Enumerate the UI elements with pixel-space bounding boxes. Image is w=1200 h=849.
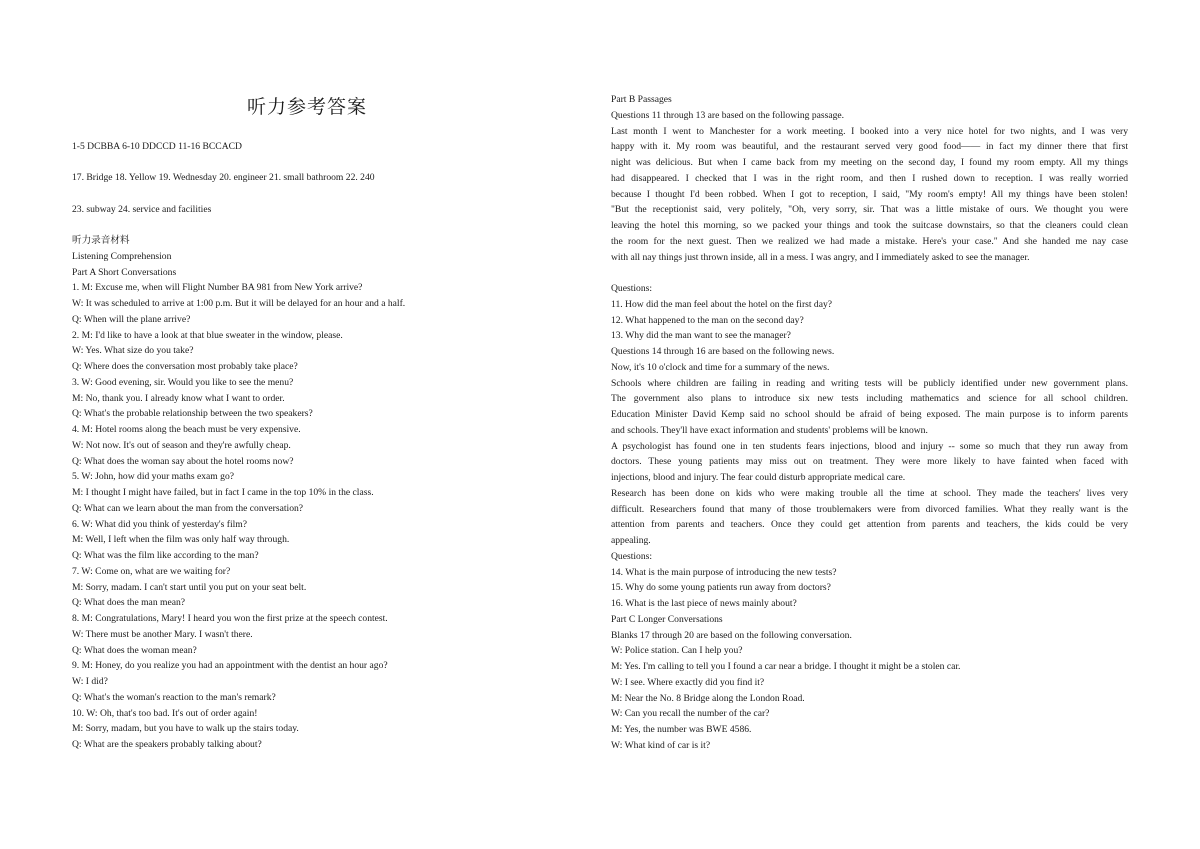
transcript-line: M: Yes, the number was BWE 4586.	[611, 724, 752, 735]
transcript-line: Part C Longer Conversations	[611, 613, 723, 625]
transcript-line: 3. W: Good evening, sir. Would you like to see the menu?	[72, 376, 294, 388]
transcript-line: 11. How did the man feel about the hotel on the first day?	[611, 298, 833, 310]
transcript-line: night was delicious. But when I came back from my meeting on the second day, I found my room empty. All my things	[611, 157, 1128, 168]
transcript-line: Q: What's the woman's reaction to the man's remark?	[72, 691, 276, 703]
transcript-line: 14. What is the main purpose of introducing the new tests?	[611, 566, 837, 578]
transcript-line: M: Yes. I'm calling to tell you I found a car near a bridge. I thought it might be a stolen car.	[611, 661, 961, 672]
transcript-line: Q: What does the man mean?	[72, 597, 186, 609]
transcript-line: The government also plans to introduce six new tests including mathematics and science for all school children.	[611, 393, 1128, 405]
transcript-line: W: Can you recall the number of the car?	[611, 708, 770, 720]
transcript-line: leaving the hotel this morning, so we packed your things and took the suitcase downstairs, so that the cleaners could clean	[611, 220, 1128, 231]
transcript-line: 7. W: Come on, what are we waiting for?	[72, 565, 231, 577]
transcript-line: A psychologist has found one in ten students fears injections, blood and injury -- some so much that they run away from	[611, 440, 1128, 452]
transcript-line: Questions:	[611, 550, 653, 562]
transcript-line: W: I see. Where exactly did you find it?	[611, 676, 765, 688]
transcript-line: 8. M: Congratulations, Mary! I heard you won the first prize at the speech contest.	[72, 613, 388, 624]
transcript-line: Questions 11 through 13 are based on the following passage.	[611, 109, 845, 121]
transcript-line: had disappeared. I checked that I was in the right room, and then I rushed down to reception. I was really worried	[611, 172, 1128, 184]
transcript-line: W: It was scheduled to arrive at 1:00 p.m. But it will be delayed for an hour and a half.	[72, 298, 406, 309]
transcript-line: happy with it. My room was beautiful, and the restaurant served very good food—— in fact my dinner there that first	[611, 141, 1128, 153]
transcript-line: Questions 14 through 16 are based on the following news.	[611, 346, 835, 357]
transcript-line: 9. M: Honey, do you realize you had an appointment with the dentist an hour ago?	[72, 660, 388, 672]
transcript-line: Research has been done on kids who were making trouble all the time at school. They made the teachers' lives very	[611, 487, 1128, 499]
transcript-line: 4. M: Hotel rooms along the beach must be very expensive.	[72, 424, 301, 435]
transcript-line: Education Minister David Kemp said no school should be afraid of being exposed. The main purpose is to inform parents	[611, 409, 1128, 420]
transcript-line: Q: What was the film like according to the man?	[72, 550, 259, 561]
transcript-line: M: No, thank you. I already know what I want to order.	[72, 392, 285, 404]
transcript-line: 10. W: Oh, that's too bad. It's out of order again!	[72, 707, 258, 719]
transcript-line: Q: What does the woman say about the hotel rooms now?	[72, 455, 294, 467]
transcript-line: with all nay things just thrown inside, all in a mess. I was angry, and I immediately asked to see the manager.	[611, 251, 1030, 263]
transcript-line: because I thought I'd been robbed. When I got to reception, I said, "My room's empty! All my things have been stolen!	[611, 188, 1128, 200]
transcript-line: W: Yes. What size do you take?	[72, 345, 194, 357]
transcript-line: M: Sorry, madam, but you have to walk up the stairs today.	[72, 723, 299, 735]
transcript-line: 6. W: What did you think of yesterday's film?	[72, 518, 248, 530]
transcript-line: and schools. They'll have exact information and students' problems will be known.	[611, 424, 928, 436]
answer-line-1: 1-5 DCBBA 6-10 DDCCD 11-16 BCCACD	[72, 141, 242, 152]
transcript-line: Q: What are the speakers probably talking about?	[72, 739, 262, 750]
transcript-line: M: Sorry, madam. I can't start until you put on your seat belt.	[72, 581, 307, 593]
transcript-line: "But the receptionist said, very politely, "Oh, very sorry, sir. That was a little mistake of ours. We thought you were	[611, 204, 1128, 216]
transcript-line: M: Well, I left when the film was only half way through.	[72, 534, 290, 546]
transcript-line: W: Not now. It's out of season and they're awfully cheap.	[72, 439, 291, 451]
transcript-line	[611, 265, 1128, 281]
transcript-line: 1. M: Excuse me, when will Flight Number BA 981 from New York arrive?	[72, 282, 363, 294]
transcript-line: Part A Short Conversations	[72, 266, 177, 278]
transcript-line: W: I did?	[72, 676, 108, 687]
transcript-line: Blanks 17 through 20 are based on the following conversation.	[611, 629, 852, 641]
transcript-line: 16. What is the last piece of news mainly about?	[611, 598, 797, 609]
transcript-line: injections, blood and injury. The fear could disturb appropriate medical care.	[611, 472, 906, 483]
transcript-line: 5. W: John, how did your maths exam go?	[72, 471, 235, 483]
transcript-line: Last month I went to Manchester for a work meeting. I booked into a very nice hotel for two nights, and I was very	[611, 125, 1128, 137]
transcript-line: appealing.	[611, 535, 651, 546]
transcript-line: W: Police station. Can I help you?	[611, 645, 743, 657]
transcript-line: Questions:	[611, 283, 653, 294]
transcript-line: Now, it's 10 o'clock and time for a summary of the news.	[611, 361, 830, 373]
transcript-line: 听力录音材料	[72, 235, 130, 246]
transcript-line: attention from parents and teachers. Once they could get attention from parents and teachers, the kids could be very	[611, 519, 1128, 531]
transcript-line: M: I thought I might have failed, but in fact I came in the top 10% in the class.	[72, 487, 374, 498]
transcript-line: Q: What's the probable relationship between the two speakers?	[72, 408, 313, 420]
transcript-line: Q: Where does the conversation most probably take place?	[72, 361, 298, 372]
transcript-line: Part B Passages	[611, 94, 672, 105]
answer-line-3: 23. subway 24. service and facilities	[72, 204, 212, 215]
transcript-line: Q: When will the plane arrive?	[72, 313, 191, 325]
transcript-line: W: What kind of car is it?	[611, 739, 711, 751]
transcript-line: Listening Comprehension	[72, 250, 172, 262]
transcript-line: 15. Why do some young patients run away from doctors?	[611, 582, 831, 594]
transcript-line: W: There must be another Mary. I wasn't there.	[72, 628, 253, 640]
transcript-part-a	[72, 233, 542, 753]
transcript-line: doctors. These young patients may miss out on treatment. They were more likely to have fainted when faced with	[611, 456, 1128, 468]
transcript-line: 2. M: I'd like to have a look at that blue sweater in the window, please.	[72, 329, 343, 341]
transcript-line: the room for the next guest. Then we realized we had made a mistake. Here's your case." And she handed me nay case	[611, 235, 1128, 247]
transcript-line: 13. Why did the man want to see the manager?	[611, 330, 791, 342]
answer-line-2: 17. Bridge 18. Yellow 19. Wednesday 20. engineer 21. small bathroom 22. 240	[72, 172, 375, 183]
page-title: 听力参考答案	[246, 96, 367, 118]
transcript-line: Q: What does the woman mean?	[72, 644, 197, 656]
transcript-line: M: Near the No. 8 Bridge along the London Road.	[611, 692, 805, 704]
transcript-line: 12. What happened to the man on the second day?	[611, 314, 804, 326]
transcript-line: Schools where children are failing in reading and writing tests will be publicly identified under new government plans.	[611, 377, 1128, 389]
transcript-line: difficult. Researchers found that many of those troublemakers were from divorced families. What they really want is the	[611, 503, 1128, 515]
transcript-line: Q: What can we learn about the man from the conversation?	[72, 502, 304, 514]
transcript-parts-b-c	[611, 92, 1128, 754]
